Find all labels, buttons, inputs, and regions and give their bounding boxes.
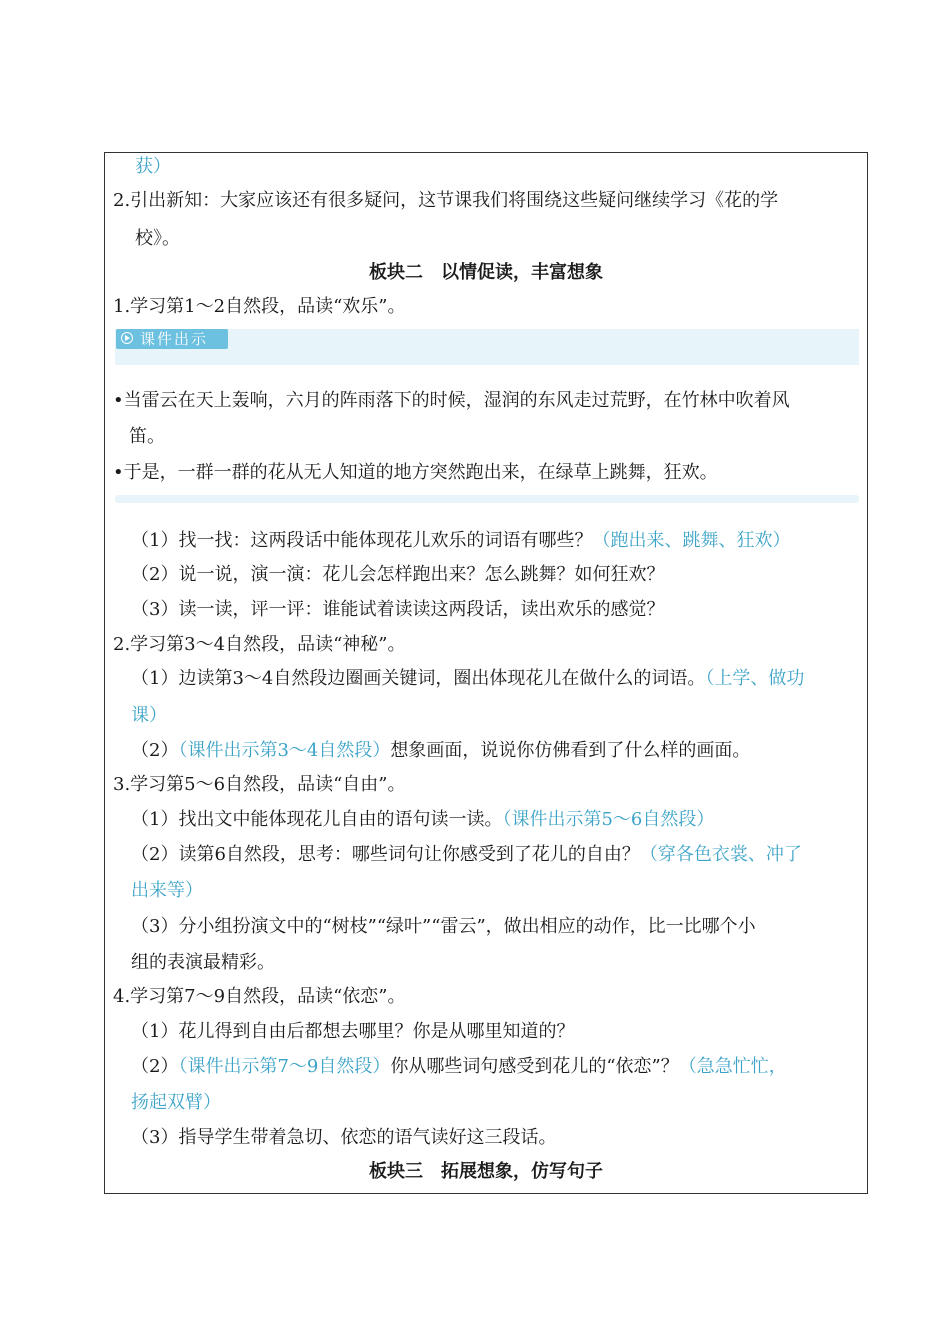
text-line: （2）说一说，演一演：花儿会怎样跑出来？怎么跳舞？如何狂欢？ (131, 564, 665, 585)
text-line: （1）花儿得到自由后都想去哪里？你是从哪里知道的？ (131, 1021, 575, 1042)
answer-text: （课件出示第7～9自然段） (178, 1056, 391, 1077)
text-line: •当雷云在天上轰响，六月的阵雨落下的时候，湿润的东风走过荒野，在竹林中吹着风 (113, 390, 790, 411)
text-span: （1）边读第3～4自然段边圈画关键词，圈出体现花儿在做什么的词语。 (131, 668, 706, 689)
answer-text: （跑出来、跳舞、狂欢） (592, 530, 791, 551)
answer-text: 课） (131, 705, 167, 726)
text-line (131, 1055, 787, 1079)
text-span: （2） (131, 1056, 179, 1077)
text-line: 3.学习第5～6自然段，品读“自由”。 (113, 774, 406, 795)
answer-text: （课件出示第3～4自然段） (178, 740, 391, 761)
section-heading: 板块三 拓展想象，仿写句子 (369, 1161, 603, 1182)
text-line: 2.引出新知：大家应该还有很多疑问，这节课我们将围绕这些疑问继续学习《花的学 (113, 190, 779, 211)
text-line (131, 808, 714, 832)
text-line (131, 529, 790, 553)
text-line (131, 739, 750, 763)
text-line: 组的表演最精彩。 (131, 952, 275, 973)
text-line: 4.学习第7～9自然段，品读“依恋”。 (113, 986, 406, 1007)
courseware-box-footer (115, 495, 859, 503)
text-line: •于是，一群一群的花从无人知道的地方突然跑出来，在绿草上跳舞，狂欢。 (113, 462, 718, 483)
badge-label: 课件出示 (140, 330, 209, 348)
answer-text: （穿各色衣裳、冲了 (639, 844, 802, 865)
text-line: 笛。 (129, 426, 165, 447)
answer-text: （课件出示第5～6自然段） (502, 809, 715, 830)
text-line: 校》。 (135, 228, 180, 249)
text-line: （3）读一读，评一评：谁能试着读读这两段话，读出欢乐的感觉？ (131, 599, 665, 620)
text-line (131, 843, 802, 867)
answer-text: （上学、做功 (705, 668, 805, 689)
text-span: 想象画面，说说你仿佛看到了什么样的画面。 (390, 740, 751, 761)
text-line: （3）指导学生带着急切、依恋的语气读好这三段话。 (131, 1127, 557, 1148)
answer-text: 出来等） (131, 880, 203, 901)
courseware-badge (116, 329, 228, 349)
text-span: 你从哪些词句感受到花儿的“依恋”？ (390, 1056, 679, 1077)
text-line: 2.学习第3～4自然段，品读“神秘”。 (113, 634, 406, 655)
section-heading: 板块二 以情促读，丰富想象 (369, 262, 603, 283)
courseware-box (115, 329, 859, 503)
text-line (131, 667, 804, 691)
answer-text: 扬起双臂） (131, 1092, 221, 1113)
text-line: 获） (135, 156, 171, 177)
text-span: （2）读第6自然段，思考：哪些词句让你感受到了花儿的自由？ (131, 844, 640, 865)
answer-text: （急急忙忙， (678, 1056, 787, 1077)
text-span: （2） (131, 740, 179, 761)
text-span: （1）找出文中能体现花儿自由的语句读一读。 (131, 809, 503, 830)
text-line: （3）分小组扮演文中的“树枝”“绿叶”“雷云”，做出相应的动作，比一比哪个小 (131, 916, 756, 937)
lesson-plan-table (104, 152, 868, 1194)
text-span: （1）找一找：这两段话中能体现花儿欢乐的词语有哪些？ (131, 530, 593, 551)
text-line: 1.学习第1～2自然段，品读“欢乐”。 (113, 296, 406, 317)
play-icon (121, 332, 133, 344)
